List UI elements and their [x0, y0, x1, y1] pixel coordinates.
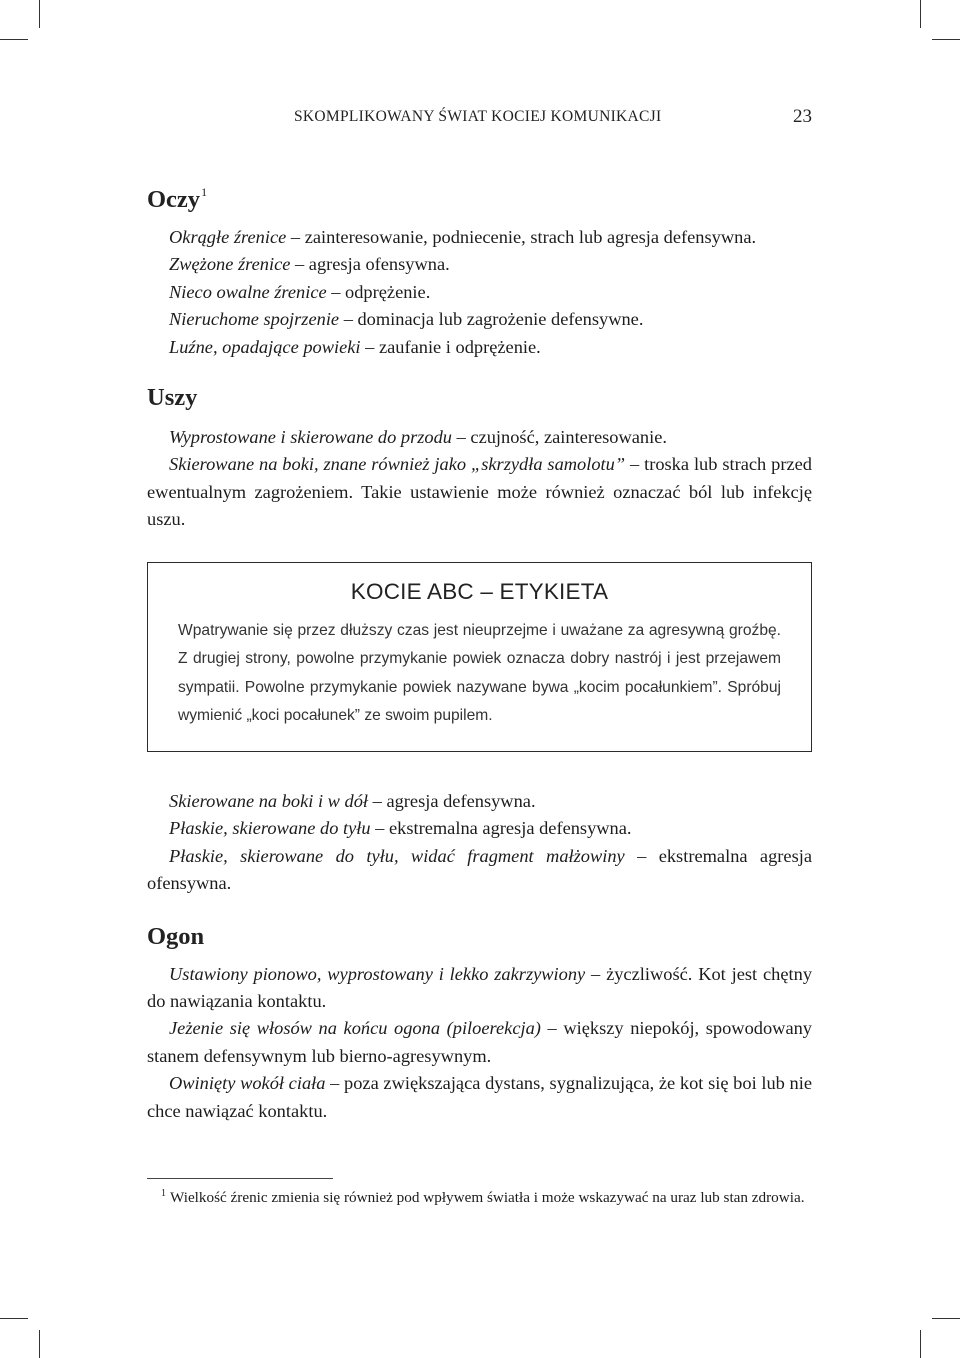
info-box-body: Wpatrywanie się przez dłuższy czas jest nieuprzejme i uważane za agresywną groźbę. Z drugiej strony, powolne przymykanie powiek oznacza dobry nastrój i jest przejawem sympatii. Powolne przymykanie powiek nazywane bywa „kocim pocałunkiem”. Spróbuj wymienić „koci pocałunek” ze swoim pupilem. [178, 621, 781, 725]
crop-mark [920, 1330, 921, 1358]
info-box-title: KOCIE ABC – ETYKIETA [350, 578, 609, 604]
section-heading-uszy: Uszy [147, 384, 198, 412]
definition-item: Nieco owalne źrenice – odprężenie. [169, 281, 431, 302]
definition-item: Jeżenie się włosów na końcu ogona (piloerekcja) – większy niepokój, spowodowany stanem defensywnym lub bierno-agresywnym. [147, 1018, 813, 1066]
crop-mark [920, 0, 921, 28]
footnote-ref[interactable]: 1 [201, 185, 208, 199]
crop-mark [932, 1318, 960, 1319]
definition-item: Płaskie, skierowane do tyłu – ekstremalna agresja defensywna. [169, 818, 632, 839]
footnote [147, 1182, 812, 1210]
definition-item: Owinięty wokół ciała – poza zwiększająca dystans, sygnalizująca, że kot się boi lub nie chce nawiązać kontaktu. [147, 1073, 813, 1121]
definition-item: Nieruchome spojrzenie – dominacja lub zagrożenie defensywne. [169, 309, 644, 330]
page-number: 23 [793, 106, 812, 127]
running-header [294, 108, 812, 126]
crop-mark [0, 1318, 28, 1319]
crop-mark [39, 1330, 40, 1358]
section-heading-oczy: Oczy$^1$ [147, 185, 208, 213]
definition-item: Płaskie, skierowane do tyłu, widać fragment małżowiny – ekstremalna agresja ofensywna. [147, 845, 813, 894]
footnote-divider [147, 1178, 333, 1179]
running-title: SKOMPLIKOWANY ŚWIAT KOCIEJ KOMUNIKACJI [294, 108, 662, 125]
section-heading-ogon: Ogon [147, 922, 205, 950]
definition-item: Ustawiony pionowo, wyprostowany i lekko zakrzywiony – życzliwość. Kot jest chętny do nawiązania kontaktu. [147, 963, 813, 1012]
definition-item: Skierowane na boki i w dół – agresja defensywna. [169, 791, 536, 812]
footnote-text: Wielkość źrenic zmienia się również pod wpływem światła i może wskazywać na uraz lub stan zdrowia. [170, 1189, 805, 1206]
definition-item: Wyprostowane i skierowane do przodu – czujność, zainteresowanie. [169, 427, 667, 448]
crop-mark [0, 39, 28, 40]
definition-item: Luźne, opadające powieki – zaufanie i odprężenie. [169, 336, 541, 357]
info-box [147, 562, 812, 752]
footnote-number: 1 [161, 1188, 166, 1199]
definition-item: Zwężone źrenice – agresja ofensywna. [169, 254, 450, 275]
crop-mark [932, 39, 960, 40]
definition-item: Skierowane na boki, znane również jako „skrzydła samolotu” – troska lub strach przed ewentualnym zagrożeniem. Takie ustawienie może również oznaczać ból lub infekcję uszu. [147, 454, 812, 530]
definition-item: Okrągłe źrenice – zainteresowanie, podniecenie, strach lub agresja defensywna. [169, 227, 757, 247]
crop-mark [39, 0, 40, 28]
page-body [147, 175, 812, 1125]
